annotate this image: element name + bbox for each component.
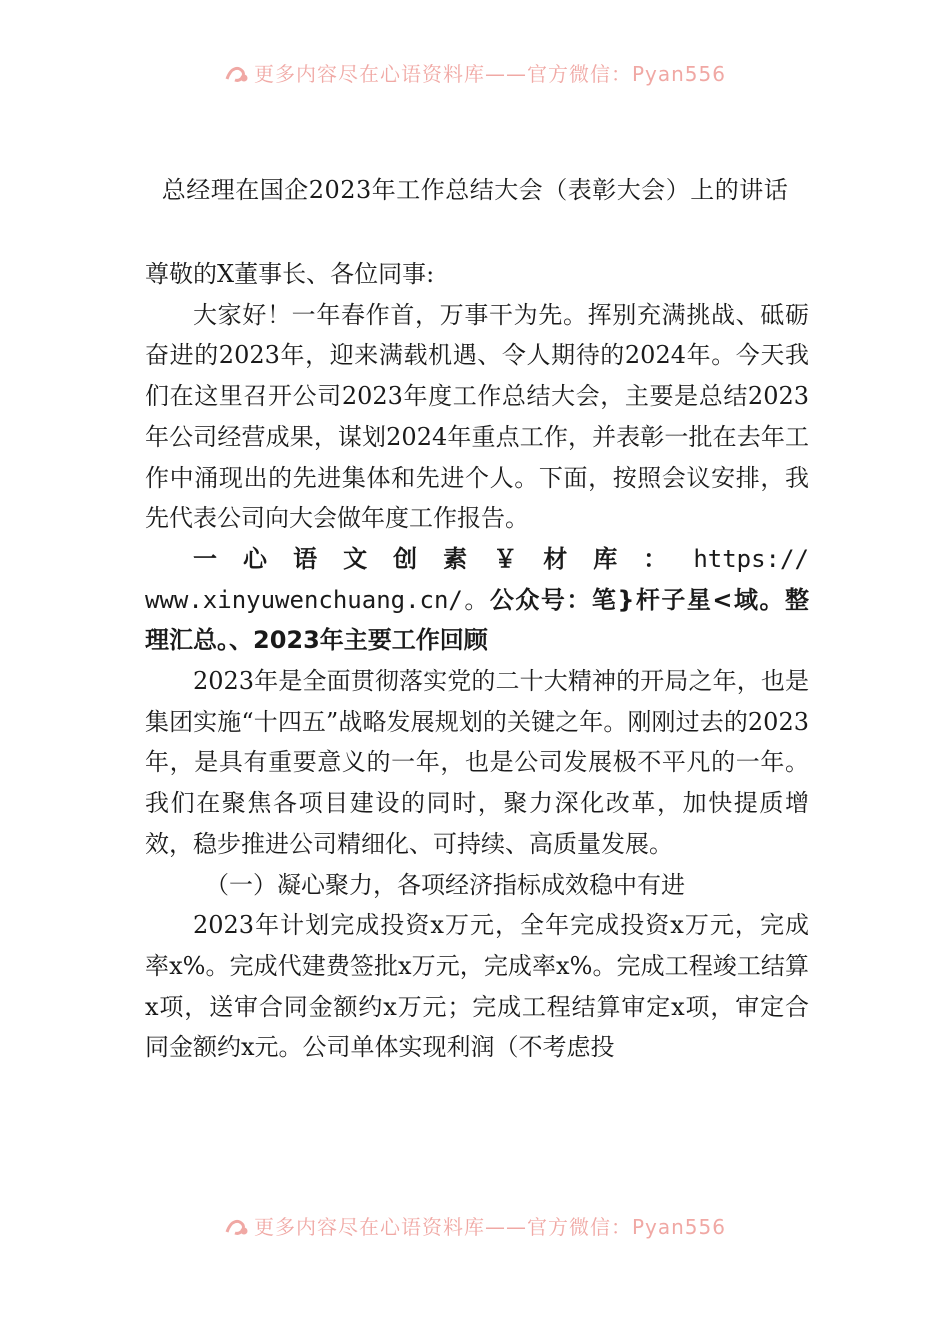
watermark-text: 更多内容尽在心语资料库——官方微信：Pyan556 xyxy=(253,62,726,86)
watermark-text: 更多内容尽在心语资料库——官方微信：Pyan556 xyxy=(253,1215,726,1239)
watermark-logo-icon xyxy=(224,1216,250,1238)
source-char: 素 xyxy=(443,544,468,573)
source-char: 一 xyxy=(193,544,217,573)
section-heading-review: 公众号：笔}杆子星<域。整理汇总。、2023年主要工作回顾 xyxy=(145,585,809,655)
source-char: 库 xyxy=(593,544,618,573)
source-url: www.xinyuwenchuang.cn/。 xyxy=(145,585,490,614)
watermark-footer xyxy=(0,1211,950,1240)
watermark-logo-icon xyxy=(224,63,250,85)
paragraph-investment: 2023年计划完成投资x万元，全年完成投资x万元，完成率x%。完成代建费签批x万元，完成率x%。完成工程竣工结算x项，送审合同金额约x万元；完成工程结算审定x项，审定合同金额约x元。公司单体实现利润（不考虑投 xyxy=(145,911,809,1062)
source-char: 心 xyxy=(243,544,268,573)
watermark-header xyxy=(0,58,950,87)
source-url-prefix: https:// xyxy=(693,544,809,573)
source-char: ￥ xyxy=(493,544,518,573)
paragraph-review: 2023年是全面贯彻落实党的二十大精神的开局之年，也是集团实施“十四五”战略发展规划的关键之年。刚刚过去的2023年，是具有重要意义的一年，也是公司发展极不平凡的一年。我们在聚焦各项目建设的同时，聚力深化改革，加快提质增效，稳步推进公司精细化、可持续、高质量发展。 xyxy=(145,667,809,858)
source-note-line xyxy=(145,539,809,580)
document-title: 总经理在国企2023年工作总结大会（表彰大会）上的讲话 xyxy=(161,176,789,204)
source-char: ： xyxy=(643,544,668,573)
document-body xyxy=(145,254,809,1068)
paragraph-opening: 大家好！一年春作首，万事干为先。挥别充满挑战、砥砺奋进的2023年，迎来满载机遇、令人期待的2024年。今天我们在这里召开公司2023年度工作总结大会，主要是总结2023年公司经营成果，谋划2024年重点工作，并表彰一批在去年工作中涌现出的先进集体和先进个人。下面，按照会议安排，我先代表公司向大会做年度工作报告。 xyxy=(145,300,809,533)
source-char: 语 xyxy=(293,544,318,573)
source-char: 文 xyxy=(343,544,368,573)
source-note-continued xyxy=(145,580,809,661)
subheading-economic: （一）凝心聚力，各项经济指标成效稳中有进 xyxy=(205,870,685,899)
salutation: 尊敬的X董事长、各位同事: xyxy=(145,260,435,288)
source-char: 创 xyxy=(393,544,418,573)
source-char: 材 xyxy=(543,544,568,573)
